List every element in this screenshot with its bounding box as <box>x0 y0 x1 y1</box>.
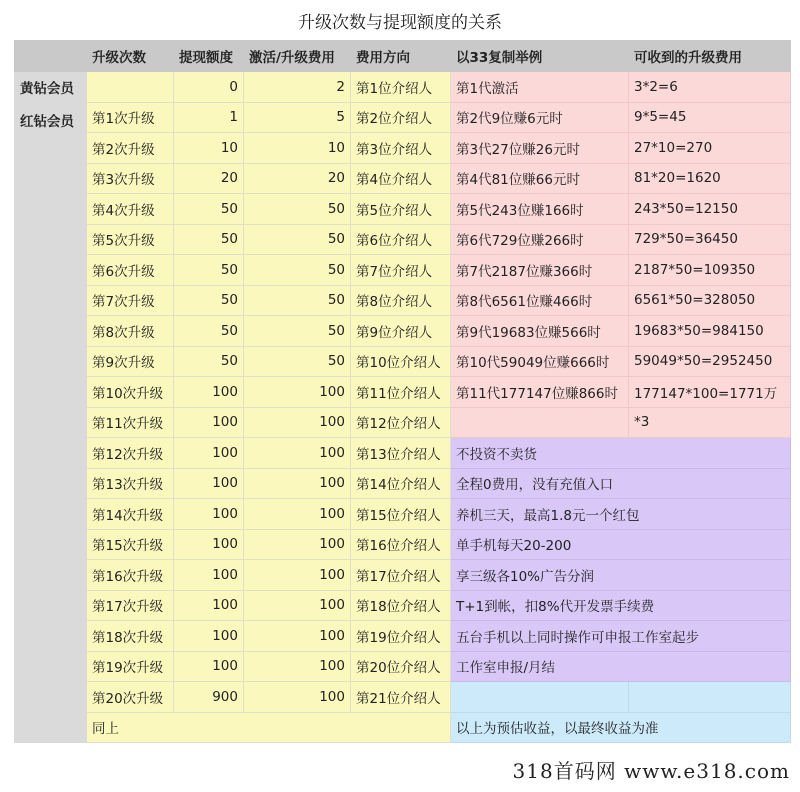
table-row <box>15 590 791 621</box>
quota-cell: 100 <box>174 590 244 621</box>
level-cell: 第17次升级 <box>87 590 174 621</box>
income-cell: 177147*100=1771万 <box>629 377 791 408</box>
fee-cell: 100 <box>244 407 351 438</box>
table-row <box>15 224 791 255</box>
quota-cell: 20 <box>174 163 244 194</box>
income-cell: 19683*50=984150 <box>629 316 791 347</box>
income-cell: 9*5=45 <box>629 102 791 133</box>
level-cell: 第12次升级 <box>87 438 174 469</box>
direction-cell: 第20位介绍人 <box>351 651 451 682</box>
fee-cell: 100 <box>244 590 351 621</box>
direction-cell: 第17位介绍人 <box>351 560 451 591</box>
fee-cell: 100 <box>244 468 351 499</box>
level-cell: 第5次升级 <box>87 224 174 255</box>
fee-cell: 10 <box>244 133 351 164</box>
direction-cell: 第21位介绍人 <box>351 682 451 713</box>
disclaimer: 以上为预估收益，以最终收益为准 <box>451 712 791 743</box>
level-cell: 第11次升级 <box>87 407 174 438</box>
note-cell: 五台手机以上同时操作可申报工作室起步 <box>451 621 791 652</box>
upgrade-table <box>14 40 791 743</box>
quota-cell: 100 <box>174 529 244 560</box>
quota-cell: 100 <box>174 621 244 652</box>
quota-cell: 100 <box>174 468 244 499</box>
level-cell: 第9次升级 <box>87 346 174 377</box>
income-cell: 243*50=12150 <box>629 194 791 225</box>
example-cell: 第2代9位赚6元时 <box>451 102 629 133</box>
fee-cell: 50 <box>244 224 351 255</box>
fee-cell: 100 <box>244 560 351 591</box>
example-cell <box>451 682 629 713</box>
table-row <box>15 194 791 225</box>
income-cell: *3 <box>629 407 791 438</box>
fee-cell: 100 <box>244 682 351 713</box>
income-cell: 3*2=6 <box>629 72 791 103</box>
quota-cell: 50 <box>174 316 244 347</box>
table-row <box>15 316 791 347</box>
same-as-above: 同上 <box>87 712 451 743</box>
table-row <box>15 682 791 713</box>
example-cell: 第3代27位赚26元时 <box>451 133 629 164</box>
page-title: 升级次数与提现额度的关系 <box>298 13 502 33</box>
direction-cell: 第1位介绍人 <box>351 72 451 103</box>
level-cell: 第20次升级 <box>87 682 174 713</box>
income-cell: 27*10=270 <box>629 133 791 164</box>
level-cell: 第19次升级 <box>87 651 174 682</box>
fee-cell: 100 <box>244 499 351 530</box>
member-label: 黄钻会员 <box>15 72 87 103</box>
level-cell: 第18次升级 <box>87 621 174 652</box>
note-cell: T+1到帐，扣8%代开发票手续费 <box>451 590 791 621</box>
quota-cell: 100 <box>174 377 244 408</box>
fee-cell: 50 <box>244 346 351 377</box>
example-cell <box>451 407 629 438</box>
example-cell: 第6代729位赚266时 <box>451 224 629 255</box>
table-row <box>15 407 791 438</box>
table-row <box>15 438 791 469</box>
table-row <box>15 163 791 194</box>
quota-cell: 100 <box>174 560 244 591</box>
column-header <box>15 41 87 72</box>
quota-cell: 100 <box>174 407 244 438</box>
quota-cell: 50 <box>174 194 244 225</box>
income-cell: 59049*50=2952450 <box>629 346 791 377</box>
level-cell: 第13次升级 <box>87 468 174 499</box>
level-cell: 第8次升级 <box>87 316 174 347</box>
fee-cell: 2 <box>244 72 351 103</box>
fee-cell: 100 <box>244 529 351 560</box>
income-cell: 6561*50=328050 <box>629 285 791 316</box>
note-cell: 不投资不卖货 <box>451 438 791 469</box>
level-cell <box>87 72 174 103</box>
quota-cell: 1 <box>174 102 244 133</box>
fee-cell: 50 <box>244 316 351 347</box>
quota-cell: 50 <box>174 346 244 377</box>
table-row <box>15 651 791 682</box>
income-cell: 2187*50=109350 <box>629 255 791 286</box>
table-row <box>15 499 791 530</box>
column-header: 可收到的升级费用 <box>629 41 791 72</box>
direction-cell: 第4位介绍人 <box>351 163 451 194</box>
direction-cell: 第16位介绍人 <box>351 529 451 560</box>
quota-cell: 10 <box>174 133 244 164</box>
quota-cell: 100 <box>174 651 244 682</box>
footer-row <box>15 712 791 743</box>
income-cell <box>629 682 791 713</box>
example-cell: 第5代243位赚166时 <box>451 194 629 225</box>
level-cell: 第4次升级 <box>87 194 174 225</box>
direction-cell: 第18位介绍人 <box>351 590 451 621</box>
income-cell: 81*20=1620 <box>629 163 791 194</box>
level-cell: 第7次升级 <box>87 285 174 316</box>
fee-cell: 50 <box>244 194 351 225</box>
example-cell: 第9代19683位赚566时 <box>451 316 629 347</box>
table-row <box>15 621 791 652</box>
table-row <box>15 560 791 591</box>
level-cell: 第15次升级 <box>87 529 174 560</box>
example-cell: 第11代177147位赚866时 <box>451 377 629 408</box>
quota-cell: 100 <box>174 438 244 469</box>
quota-cell: 50 <box>174 224 244 255</box>
quota-cell: 0 <box>174 72 244 103</box>
table-row <box>15 72 791 103</box>
direction-cell: 第9位介绍人 <box>351 316 451 347</box>
note-cell: 单手机每天20-200 <box>451 529 791 560</box>
direction-cell: 第5位介绍人 <box>351 194 451 225</box>
direction-cell: 第13位介绍人 <box>351 438 451 469</box>
column-header: 费用方向 <box>351 41 451 72</box>
level-cell: 第3次升级 <box>87 163 174 194</box>
quota-cell: 900 <box>174 682 244 713</box>
fee-cell: 50 <box>244 255 351 286</box>
example-cell: 第7代2187位赚366时 <box>451 255 629 286</box>
fee-cell: 100 <box>244 621 351 652</box>
direction-cell: 第14位介绍人 <box>351 468 451 499</box>
direction-cell: 第2位介绍人 <box>351 102 451 133</box>
fee-cell: 100 <box>244 377 351 408</box>
level-cell: 第6次升级 <box>87 255 174 286</box>
level-cell: 第16次升级 <box>87 560 174 591</box>
fee-cell: 20 <box>244 163 351 194</box>
fee-cell: 50 <box>244 285 351 316</box>
column-header: 激活/升级费用 <box>244 41 351 72</box>
table-row <box>15 255 791 286</box>
direction-cell: 第12位介绍人 <box>351 407 451 438</box>
table-row <box>15 346 791 377</box>
quota-cell: 50 <box>174 255 244 286</box>
quota-cell: 100 <box>174 499 244 530</box>
level-cell: 第14次升级 <box>87 499 174 530</box>
quota-cell: 50 <box>174 285 244 316</box>
table-row <box>15 529 791 560</box>
direction-cell: 第15位介绍人 <box>351 499 451 530</box>
member-label: 红钻会员 <box>15 102 87 743</box>
table-row <box>15 285 791 316</box>
example-cell: 第10代59049位赚666时 <box>451 346 629 377</box>
column-header: 提现额度 <box>174 41 244 72</box>
level-cell: 第10次升级 <box>87 377 174 408</box>
column-header: 升级次数 <box>87 41 174 72</box>
direction-cell: 第11位介绍人 <box>351 377 451 408</box>
note-cell: 养机三天，最高1.8元一个红包 <box>451 499 791 530</box>
table-row <box>15 102 791 133</box>
level-cell: 第2次升级 <box>87 133 174 164</box>
level-cell: 第1次升级 <box>87 102 174 133</box>
watermark: 318首码网 www.e318.com <box>512 759 790 783</box>
header-row <box>15 41 791 72</box>
income-cell: 729*50=36450 <box>629 224 791 255</box>
note-cell: 享三级各10%广告分润 <box>451 560 791 591</box>
direction-cell: 第19位介绍人 <box>351 621 451 652</box>
note-cell: 全程0费用，没有充值入口 <box>451 468 791 499</box>
example-cell: 第4代81位赚66元时 <box>451 163 629 194</box>
fee-cell: 100 <box>244 438 351 469</box>
example-cell: 第8代6561位赚466时 <box>451 285 629 316</box>
direction-cell: 第7位介绍人 <box>351 255 451 286</box>
table-row <box>15 377 791 408</box>
table-row <box>15 133 791 164</box>
direction-cell: 第6位介绍人 <box>351 224 451 255</box>
note-cell: 工作室申报/月结 <box>451 651 791 682</box>
example-cell: 第1代激活 <box>451 72 629 103</box>
column-header: 以33复制举例 <box>451 41 629 72</box>
direction-cell: 第8位介绍人 <box>351 285 451 316</box>
table-row <box>15 468 791 499</box>
direction-cell: 第10位介绍人 <box>351 346 451 377</box>
fee-cell: 100 <box>244 651 351 682</box>
fee-cell: 5 <box>244 102 351 133</box>
direction-cell: 第3位介绍人 <box>351 133 451 164</box>
